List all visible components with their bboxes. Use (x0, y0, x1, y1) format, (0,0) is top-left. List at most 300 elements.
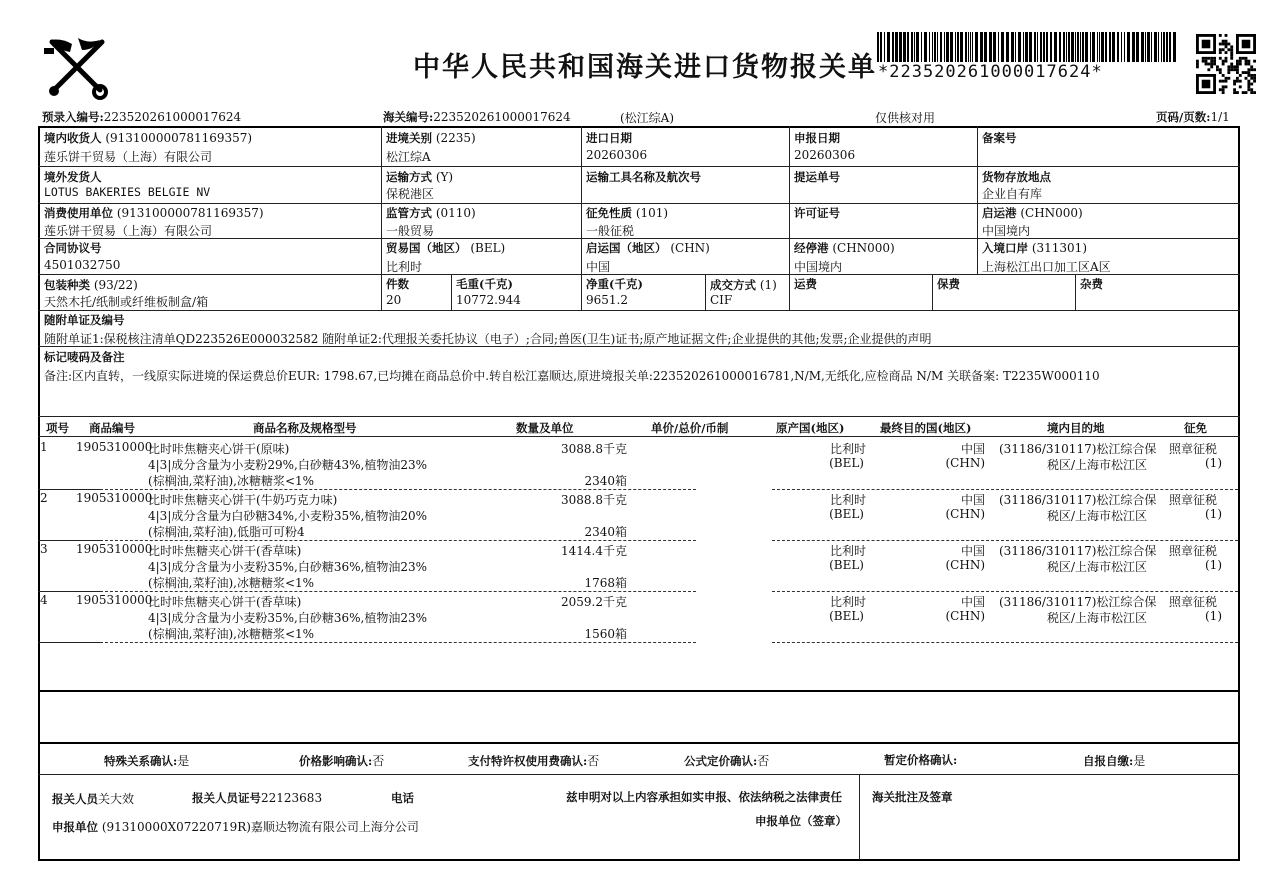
qr-module (1245, 57, 1248, 60)
goods-item-dest-code: (CHN) (945, 558, 985, 572)
goods-item-levy: 照章征税 (1169, 442, 1218, 456)
goods-item-code: 1905310000 (76, 542, 153, 556)
pack-value: 天然木托/纸制或纤维板制盒/箱 (44, 295, 209, 309)
qr-module (1219, 80, 1222, 83)
goods-item-origin-code: (BEL) (829, 558, 864, 572)
goods-item-spec-line2: (棕榈油,菜籽油),冰糖糖浆<1% (148, 576, 315, 590)
qr-module (1239, 57, 1242, 60)
qr-module (1225, 40, 1228, 43)
customs-note-label: 海关批注及签章 (872, 790, 953, 804)
declaring-unit-field (52, 818, 419, 835)
barcode-bar (998, 32, 999, 62)
pieces-value: 20 (386, 293, 402, 307)
qr-module (1213, 63, 1216, 66)
qr-module (1253, 68, 1256, 71)
goods-header-qty: 数量及单位 (516, 421, 574, 435)
license-label: 许可证号 (794, 206, 840, 220)
qr-module (1216, 65, 1219, 68)
goods-item-levy-code: (1) (1205, 507, 1222, 521)
supervision-value: 一般贸易 (386, 224, 435, 238)
bl-label: 提运单号 (794, 170, 840, 184)
port-label: 启运港 (982, 206, 1017, 220)
qr-module (1253, 77, 1256, 80)
qr-module (1219, 34, 1222, 37)
misc-fee-label: 杂费 (1080, 277, 1103, 291)
terms-field (710, 277, 777, 293)
declarant-value: 关大效 (98, 792, 135, 806)
consignor-value: LOTUS BAKERIES BELGIE NV (44, 185, 211, 199)
goods-item-spec-line2: (棕榈油,菜籽油),冰糖糖浆<1% (148, 627, 315, 641)
qr-module (1225, 45, 1228, 48)
goods-item-domestic-line1: (31186/310117)松江综合保 (999, 442, 1157, 456)
barcode-text: *223520261000017624* (878, 62, 1103, 82)
barcode-bar (1124, 32, 1125, 62)
document-title: 中华人民共和国海关进口货物报关单 (413, 52, 877, 83)
ie-customs-value: 松江综A (386, 150, 431, 164)
barcode-bar (1054, 32, 1057, 62)
goods-row-separator (100, 642, 696, 643)
qr-module (1247, 74, 1250, 77)
declare-date-label: 申报日期 (794, 131, 840, 145)
qr-module (1222, 48, 1225, 51)
barcode-bar (1147, 32, 1150, 62)
barcode-bar (880, 32, 882, 62)
qr-module (1239, 80, 1242, 83)
goods-item-no: 3 (40, 542, 48, 556)
barcode-bar (970, 32, 971, 62)
goods-item-levy: 照章征税 (1169, 595, 1218, 609)
qr-module (1222, 63, 1225, 66)
barcode-bar (907, 32, 909, 62)
goods-item-code: 1905310000 (76, 593, 153, 607)
goods-item-dest-code: (CHN) (945, 456, 985, 470)
qr-module (1222, 80, 1225, 83)
qr-module (1247, 63, 1250, 66)
barcode-bar (1080, 32, 1081, 62)
goods-item-qty-weight: 2059.2千克 (561, 595, 627, 609)
barcode-bar (993, 32, 996, 62)
goods-item-levy-code: (1) (1205, 558, 1222, 572)
qr-module (1236, 68, 1239, 71)
declaring-unit-value: (91310000X07220719R)嘉顺达物流有限公司上海分公司 (101, 820, 419, 834)
consignee-code: (913100000781169357) (105, 131, 253, 145)
net-weight-value: 9651.2 (586, 293, 628, 307)
barcode-bar (1151, 32, 1152, 62)
goods-item-domestic-line2: 税区/上海市松江区 (1047, 509, 1148, 523)
origin-country-value: 中国 (586, 260, 611, 274)
barcode-bar (937, 32, 938, 62)
goods-item-no: 4 (40, 593, 48, 607)
barcode-bar (984, 32, 987, 62)
qr-module (1227, 71, 1230, 74)
barcode-bar (1092, 32, 1095, 62)
gross-weight-value: 10772.944 (456, 293, 521, 307)
user-field (44, 205, 264, 221)
qr-module (1227, 48, 1230, 51)
barcode-bar (980, 32, 983, 62)
goods-item-levy-code: (1) (1205, 456, 1222, 470)
qr-module (1250, 88, 1253, 91)
goods-item-name: 比时咔焦糖夹心饼干(原味) (148, 442, 290, 456)
goods-item-qty-boxes: 2340箱 (584, 474, 627, 488)
barcode-bar (1029, 32, 1032, 62)
goods-header-origin: 原产国(地区) (776, 421, 845, 435)
qr-module (1210, 57, 1213, 60)
qr-module (1250, 77, 1253, 80)
pack-field (44, 277, 138, 293)
qr-module (1236, 63, 1239, 66)
qr-module (1222, 91, 1225, 94)
qr-module (1236, 60, 1239, 63)
barcode-bar (1166, 32, 1168, 62)
barcode-bar (1050, 32, 1052, 62)
qr-module (1253, 74, 1256, 77)
user-label: 消费使用单位 (44, 206, 113, 220)
barcode-bar (929, 32, 930, 62)
qr-module (1245, 60, 1248, 63)
goods-item-domestic-line1: (31186/310117)松江综合保 (999, 595, 1157, 609)
levy-value: 一般征税 (586, 224, 635, 238)
entry-port-field (982, 240, 1087, 256)
goods-row-separator (38, 540, 100, 541)
barcode-bar (1001, 32, 1004, 62)
port-code: (CHN000) (1020, 206, 1083, 220)
ie-customs-code: (2235) (435, 131, 476, 145)
qr-module (1196, 65, 1199, 68)
qr-module (1233, 68, 1236, 71)
goods-row-separator (772, 591, 1238, 592)
qr-module (1247, 80, 1250, 83)
goods-header-dest: 最终目的国(地区) (880, 421, 972, 435)
qr-module (1222, 85, 1225, 88)
docs-label: 随附单证及编号 (44, 313, 125, 327)
qr-module (1233, 88, 1236, 91)
goods-item-code: 1905310000 (76, 440, 153, 454)
barcode-bar (914, 32, 915, 62)
provisional-price-label: 暂定价格确认: (884, 753, 958, 767)
qr-module (1222, 60, 1225, 63)
qr-module (1230, 68, 1233, 71)
goods-item-levy: 照章征税 (1169, 493, 1218, 507)
qr-module (1227, 77, 1230, 80)
qr-module (1219, 71, 1222, 74)
gross-weight-label: 毛重(千克) (456, 277, 513, 291)
royalty-confirm (468, 752, 599, 769)
barcode-bar (1034, 32, 1036, 62)
barcode-bar (1015, 32, 1016, 62)
goods-item-spec-line1: 4|3|成分含量为白砂糖34%,小麦粉35%,植物油20% (148, 509, 428, 523)
goods-row-separator (100, 540, 696, 541)
customs-no-value: 223520261000017624 (433, 110, 571, 124)
barcode-bar (1173, 32, 1176, 62)
qr-module (1213, 57, 1216, 60)
barcode-bar (1075, 32, 1076, 62)
qr-module (1219, 57, 1222, 60)
qr-module (1225, 34, 1228, 37)
qr-module (1230, 51, 1233, 54)
barcode-bar (1109, 32, 1111, 62)
qr-module (1242, 40, 1251, 49)
special-relation-label: 特殊关系确认: (104, 754, 178, 768)
qr-module (1225, 60, 1228, 63)
goods-item-origin: 比利时 (829, 493, 866, 507)
ie-customs-field (386, 130, 476, 146)
price-impact-value: 否 (372, 754, 385, 768)
goods-item-spec-line2: (棕榈油,菜籽油),冰糖糖浆<1% (148, 474, 315, 488)
barcode-bar (1132, 32, 1135, 62)
qr-module (1222, 88, 1225, 91)
import-date-label: 进口日期 (586, 131, 632, 145)
qr-module (1242, 91, 1245, 94)
price-impact-label: 价格影响确认: (299, 754, 373, 768)
qr-module (1250, 65, 1253, 68)
barcode-bar (1018, 32, 1021, 62)
goods-item-name: 比时咔焦糖夹心饼干(香草味) (148, 544, 302, 558)
qr-module (1219, 43, 1222, 46)
barcode-bar (924, 32, 927, 62)
goods-header-name: 商品名称及规格型号 (253, 421, 357, 435)
barcode-bar (1112, 32, 1115, 62)
qr-module (1225, 51, 1228, 54)
goods-item-dest: 中国 (960, 595, 985, 609)
record-no-label: 备案号 (982, 131, 1017, 145)
goods-item-domestic-line1: (31186/310117)松江综合保 (999, 493, 1157, 507)
barcode-bar (1127, 32, 1130, 62)
qr-module (1213, 60, 1216, 63)
barcode-bar (1121, 32, 1122, 62)
qr-module (1222, 40, 1225, 43)
phone-field (391, 790, 414, 806)
barcode-bar (968, 32, 969, 62)
sign-label: 申报单位（签章） (755, 814, 847, 828)
barcode-bar (892, 32, 894, 62)
consignor-label: 境外发货人 (44, 170, 102, 184)
barcode-bar (957, 32, 959, 62)
barcode-bar (946, 32, 949, 62)
goods-item-origin: 比利时 (829, 442, 866, 456)
storage-value: 企业自有库 (982, 187, 1043, 201)
barcode-bar (1059, 32, 1061, 62)
storage-label: 货物存放地点 (982, 170, 1051, 184)
transport-value: 保税港区 (386, 187, 435, 201)
barcode-bar (1066, 32, 1067, 62)
barcode-bar (1158, 32, 1159, 62)
qr-module (1225, 43, 1228, 46)
qr-module (1239, 60, 1242, 63)
qr-module (1216, 68, 1219, 71)
barcode-bar (965, 32, 967, 62)
qr-module (1230, 45, 1233, 48)
qr-module (1233, 65, 1236, 68)
barcode-bar (975, 32, 978, 62)
transit-label: 经停港 (794, 241, 829, 255)
barcode-bar (1063, 32, 1065, 62)
barcode-bar (895, 32, 898, 62)
qr-module (1210, 65, 1213, 68)
goods-row-separator (772, 642, 1238, 643)
qr-module (1245, 63, 1248, 66)
entry-port-value: 上海松江出口加工区A区 (982, 260, 1111, 274)
qr-module (1239, 74, 1242, 77)
net-weight-label: 净重(千克) (586, 277, 643, 291)
qr-module (1250, 91, 1253, 94)
barcode-bar (1071, 32, 1074, 62)
remarks-value: 备注:区内直转，一线原实际进境的保运费总价EUR: 1798.67,已均摊在商品总价中.转自松江嘉顺达,原进境报关单:223520261000016781,N/M,无纸化,应检商品 N/M 关联备案: T2235W000110 (44, 369, 1100, 383)
goods-item-spec-line1: 4|3|成分含量为小麦粉29%,白砂糖43%,植物油23% (148, 458, 428, 472)
origin-country-field (586, 240, 710, 256)
barcode-bar (1154, 32, 1157, 62)
barcode-bar (903, 32, 906, 62)
port-value: 中国境内 (982, 224, 1031, 238)
pack-code: (93/22) (93, 278, 138, 292)
user-code: (913100000781169357) (116, 206, 264, 220)
trade-country-field (386, 240, 505, 256)
terms-value: CIF (710, 293, 733, 307)
customs-name: (松江综A) (620, 111, 675, 125)
vessel-label: 运输工具名称及航次号 (586, 170, 701, 184)
goods-item-domestic-line2: 税区/上海市松江区 (1047, 458, 1148, 472)
pre-entry-number (42, 109, 241, 125)
qr-module (1207, 63, 1210, 66)
barcode-bar (1169, 32, 1171, 62)
barcode-bar (884, 32, 885, 62)
origin-country-code: (CHN) (670, 241, 710, 255)
qr-module (1233, 83, 1236, 86)
qr-module (1210, 60, 1213, 63)
page-number (1156, 109, 1230, 125)
qr-module (1245, 71, 1248, 74)
price-impact-confirm (299, 752, 384, 769)
barcode-bar (940, 32, 942, 62)
barcode-bar (1136, 32, 1139, 62)
qr-module (1242, 57, 1245, 60)
goods-item-dest-code: (CHN) (945, 609, 985, 623)
barcode-bar (944, 32, 945, 62)
consignee-field (44, 130, 252, 146)
qr-module (1233, 80, 1236, 83)
qr-module (1247, 71, 1250, 74)
barcode-bar (1068, 32, 1070, 62)
qr-module (1196, 60, 1199, 63)
barcode-bar (1085, 32, 1088, 62)
barcode-bar (1101, 32, 1104, 62)
goods-item-qty-boxes: 2340箱 (584, 525, 627, 539)
goods-item-no: 1 (40, 440, 48, 454)
qr-module (1210, 63, 1213, 66)
levy-label: 征免性质 (586, 206, 632, 220)
qr-module (1253, 91, 1256, 94)
qr-module (1253, 80, 1256, 83)
check-only-note: 仅供核对用 (875, 111, 936, 125)
qr-module (1227, 65, 1230, 68)
qr-module (1250, 74, 1253, 77)
qr-module (1227, 68, 1230, 71)
qr-module (1247, 68, 1250, 71)
goods-item-origin-code: (BEL) (829, 456, 864, 470)
pre-entry-value: 223520261000017624 (103, 110, 242, 124)
barcode-bar (1043, 32, 1045, 62)
supervision-label: 监管方式 (386, 206, 432, 220)
barcode-bar (899, 32, 902, 62)
qr-module (1236, 91, 1239, 94)
goods-header-domestic: 境内目的地 (1047, 421, 1105, 435)
barcode-bar (1161, 32, 1162, 62)
qr-module (1202, 60, 1205, 63)
consignee-label: 境内收货人 (44, 131, 102, 145)
barcode-bar (916, 32, 919, 62)
qr-module (1250, 68, 1253, 71)
qr-module (1219, 88, 1222, 91)
goods-item-dest: 中国 (960, 493, 985, 507)
barcode-bar (1163, 32, 1165, 62)
qr-module (1202, 40, 1211, 49)
barcode-bar (1105, 32, 1107, 62)
goods-row-separator (38, 591, 100, 592)
goods-item-name: 比时咔焦糖夹心饼干(牛奶巧克力味) (148, 493, 338, 507)
goods-item-name: 比时咔焦糖夹心饼干(香草味) (148, 595, 302, 609)
goods-item-dest: 中国 (960, 544, 985, 558)
goods-item-origin: 比利时 (829, 595, 866, 609)
qr-module (1207, 57, 1210, 60)
supervision-field (386, 205, 476, 221)
barcode-bar (877, 32, 879, 62)
qr-module (1225, 77, 1228, 80)
page-value: 1/1 (1210, 110, 1230, 124)
goods-row-separator (100, 489, 696, 490)
qr-module (1219, 68, 1222, 71)
goods-item-spec-line2: (棕榈油,菜籽油),低脂可可粉4 (148, 525, 305, 539)
goods-row-separator (100, 591, 696, 592)
self-pay-value: 是 (1133, 754, 1146, 768)
barcode-bar (932, 32, 933, 62)
declarant-label: 报关人员 (52, 792, 98, 806)
contract-value: 4501032750 (44, 258, 121, 272)
barcode-bar (921, 32, 922, 62)
qr-module (1247, 83, 1250, 86)
ie-customs-label: 进境关别 (386, 131, 432, 145)
qr-module (1230, 48, 1233, 51)
goods-item-dest: 中国 (960, 442, 985, 456)
barcode-bar (1040, 32, 1042, 62)
import-date-value: 20260306 (586, 148, 648, 162)
qr-module (1205, 60, 1208, 63)
qr-module (1236, 65, 1239, 68)
barcode-bar (960, 32, 963, 62)
goods-header-levy: 征免 (1184, 421, 1207, 435)
goods-item-qty-weight: 1414.4千克 (561, 544, 627, 558)
barcode-bar (1025, 32, 1028, 62)
qr-module (1236, 71, 1239, 74)
barcode-bar (955, 32, 956, 62)
qr-module (1225, 80, 1228, 83)
customs-number (383, 109, 571, 125)
goods-header-price: 单价/总价/币制 (651, 421, 729, 435)
qr-module (1253, 60, 1256, 63)
pre-entry-label: 预录入编号: (42, 110, 104, 124)
qr-module (1207, 68, 1210, 71)
barcode-bar (1006, 32, 1009, 62)
barcode-bar (934, 32, 936, 62)
goods-item-origin-code: (BEL) (829, 609, 864, 623)
trade-country-label: 贸易国（地区） (386, 241, 467, 255)
goods-item-qty-weight: 3088.8千克 (561, 442, 627, 456)
goods-item-qty-weight: 3088.8千克 (561, 493, 627, 507)
qr-module (1225, 85, 1228, 88)
terms-label: 成交方式 (710, 278, 756, 292)
goods-row-separator (38, 642, 100, 643)
terms-code: (1) (759, 278, 777, 292)
qr-module (1239, 63, 1242, 66)
